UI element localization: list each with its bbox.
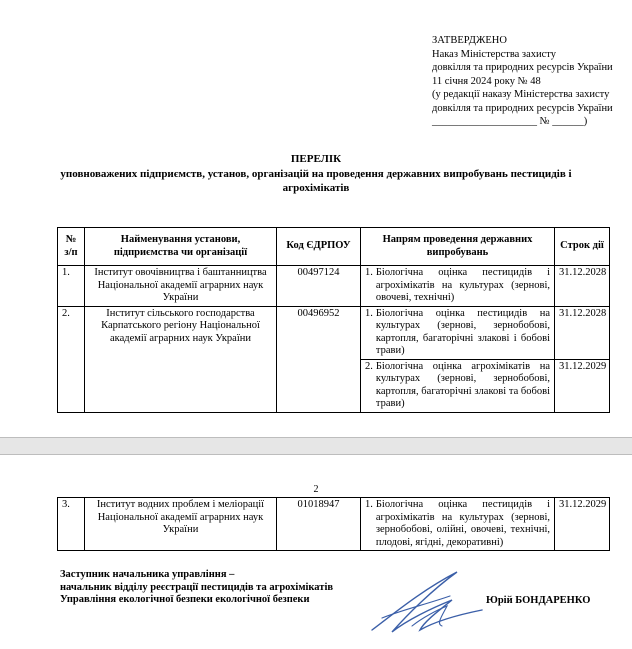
header-name: Найменування установи, підприємства чи організації <box>85 228 277 266</box>
direction-num: 2. <box>365 360 373 372</box>
row-code: 01018947 <box>277 498 361 551</box>
document-subtitle-line1: уповноважених підприємств, установ, організацій на проведення державних випробувань пестицидів і <box>60 168 572 180</box>
row-organization-name: Інститут овочівництва і баштанництва Національної академії аграрних наук України <box>85 266 277 307</box>
row-term: 31.12.2028 <box>555 306 610 359</box>
direction-text: Біологічна оцінка агрохімікатів на культурах (зернові, зернобобові, картопля, багаторічні злакові та бобові трави) <box>375 360 550 409</box>
row-term: 31.12.2028 <box>555 266 610 307</box>
document-subtitle-line2: агрохімікатів <box>282 182 350 194</box>
header-term: Строк дії <box>555 228 610 266</box>
header-num: № з/п <box>58 228 85 266</box>
row-direction <box>361 306 555 359</box>
table-row <box>58 498 610 551</box>
approval-line: ЗАТВЕРДЖЕНО <box>432 35 507 46</box>
signatory-position <box>60 569 333 607</box>
approval-line: 11 січня 2024 року № 48 <box>432 75 541 87</box>
direction-num: 1. <box>365 267 373 278</box>
row-direction <box>361 266 555 307</box>
table-row <box>58 306 610 359</box>
row-num: 3. <box>58 498 85 551</box>
document-title: ПЕРЕЛІК <box>290 153 342 165</box>
table-row <box>58 266 610 307</box>
header-direction: Напрям проведення державних випробувань <box>361 228 555 266</box>
row-direction <box>361 498 555 551</box>
approval-line: довкілля та природних ресурсів України <box>432 102 613 114</box>
direction-text: Біологічна оцінка пестицидів і агрохімікатів на культурах (зернові, овочеві, технічні) <box>375 267 550 303</box>
direction-num: 1. <box>365 307 373 319</box>
handwritten-signature <box>362 560 492 644</box>
signatory-line: Управління екологічної безпеки екологічної безпеки <box>60 594 310 605</box>
row-num: 2. <box>58 306 85 412</box>
approval-block <box>432 34 613 129</box>
signatory-line: Заступник начальника управління – <box>60 569 235 580</box>
row-organization-name: Інститут водних проблем і меліорації Національної академії аграрних наук України <box>85 498 277 551</box>
approval-line: Наказ Міністерства захисту <box>432 48 556 60</box>
row-direction <box>361 359 555 412</box>
row-code: 00497124 <box>277 266 361 307</box>
table-header-row <box>58 228 610 266</box>
signatory-name: Юрій БОНДАРЕНКО <box>486 595 591 606</box>
page-number: 2 <box>313 484 319 495</box>
approval-line: довкілля та природних ресурсів України <box>432 62 613 73</box>
organizations-table <box>57 227 610 413</box>
direction-text: Біологічна оцінка пестицидів на культурах (зернові, зернобобові, картопля, багаторічні злакові і бобові трави) <box>375 307 550 356</box>
row-num: 1. <box>58 266 85 307</box>
direction-num: 1. <box>365 499 373 510</box>
approval-line: (у редакції наказу Міністерства захисту <box>432 89 610 100</box>
direction-text: Біологічна оцінка пестицидів і агрохімікатів на культурах (зернові, зернобобові, олійні, овочеві, технічні, плодові, ягідні, декоративні) <box>375 499 550 548</box>
signatory-line: начальник відділу реєстрації пестицидів та агрохімікатів <box>60 581 334 593</box>
approval-line: ____________________ № ______) <box>432 116 588 127</box>
row-code: 00496952 <box>277 306 361 412</box>
row-organization-name: Інститут сільського господарства Карпатського регіону Національної академії аграрних наук України <box>85 306 277 412</box>
page-break <box>0 437 632 455</box>
row-term: 31.12.2029 <box>555 359 610 412</box>
row-term: 31.12.2029 <box>555 498 610 551</box>
header-code: Код ЄДРПОУ <box>277 228 361 266</box>
organizations-table-continued <box>57 497 610 551</box>
